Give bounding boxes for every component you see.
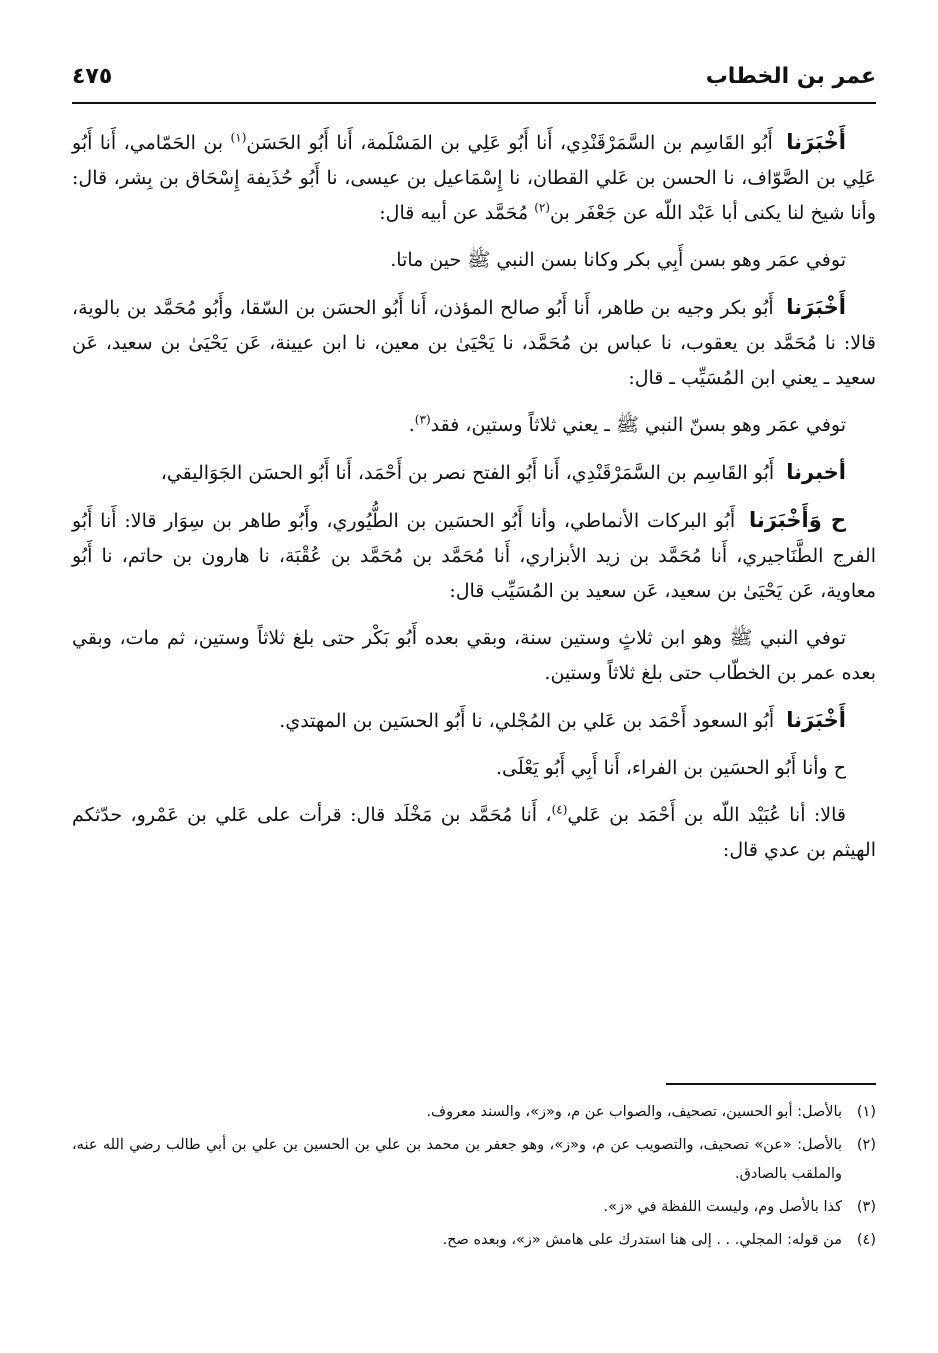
footnote-item [72, 1193, 876, 1222]
footnote-marker: (٢) [534, 200, 551, 215]
footnote-number: (٤) [856, 1232, 876, 1248]
footnote-item [72, 1098, 876, 1127]
footnotes [72, 1098, 876, 1259]
paragraph-text: مُحَمَّد عن أبيه قال: [379, 202, 529, 224]
paragraph-4 [72, 408, 876, 443]
paragraph-text: أَبُو السعود أَحْمَد بن عَلي بن المُجْلي، نا أَبُو الحسَين بن المهتدي. [279, 710, 775, 732]
footnote-text: بالأصل: أبو الحسين، تصحيف، والصواب عن م، و«ز»، والسند معروف. [426, 1104, 842, 1120]
isnad-lead: أخبرنا [786, 460, 846, 484]
main-text [72, 125, 876, 880]
paragraph-text: ح وأنا أَبُو الحسَين بن الفراء، أَنا أَبِي أَبُو يَعْلَى. [495, 757, 846, 779]
footnote-marker: (٣) [414, 412, 431, 427]
footnote-text: من قوله: المجلي. . . إلى هنا استدرك على هامش «ز»، وبعده صح. [442, 1232, 842, 1248]
page-header [72, 62, 876, 104]
footnote-number: (٢) [856, 1137, 876, 1153]
running-head: عمر بن الخطاب [705, 64, 876, 89]
paragraph-text: قالا: أنا عُبَيْد اللّه بن أَحْمَد بن عَلي [567, 804, 846, 826]
paragraph-text: ، أَنا مُحَمَّد بن مَخْلَد قال: قرأت على عَلي بن عَمْرو، حدّثكم الهيثم بن عدي قال: [72, 804, 876, 861]
isnad-lead: ح وَأَخْبَرَنا [749, 508, 847, 532]
paragraph-3 [72, 290, 876, 396]
paragraph-6 [72, 503, 876, 609]
footnote-marker: (٤) [551, 802, 568, 817]
footnote-marker: (١) [230, 130, 247, 145]
paragraph-text: أَبُو البركات الأنماطي، وأنا أَبُو الحسَين بن الطُّيُوري، وأَبُو طاهر بن سِوَار قالا: أَنا أَبُو الفرج الطَّنَاجيري، أَنا مُحَمَّد بن زيد الأبزاري، أَنا مُحَمَّد بن مُحَمَّد بن عُقْبَة، نا هارون بن حاتم، نا أَبُو معاوية، عَن يَحْيَىٰ بن سعيد، عَن سعيد بن المُسَيِّب قال: [72, 510, 876, 602]
paragraph-text: توفي عمَر وهو بسنّ النبي ﷺ ـ يعني ثلاثاً وستين، فقد [430, 414, 846, 436]
paragraph-10 [72, 798, 876, 868]
paragraph-text: بن الحَمّامي، أَنا أَبُو عَلِي بن الصَّوّاف، نا الحسن بن عَلي القطان، نا إِسْمَاعيل بن عيسى، نا أَبُو حُذَيفة إِسْحَاق بن بِشر، قال: وأنا شيخ لنا يكنى أبا عَبْد اللّه عن جَعْفَر بن [72, 132, 876, 224]
footnote-number: (٣) [856, 1199, 876, 1215]
paragraph-text: أَبُو القَاسِم بن السَّمَرْقَنْدِي، أَنا أَبُو الفتح نصر بن أَحْمَد، أَنا أَبُو الحسَن الجَوَاليقي، [160, 462, 775, 484]
paragraph-text: أَبُو القَاسِم بن السَّمَرْقَنْدِي، أَنا أَبُو عَلِي بن المَسْلَمة، أَنا أَبُو الحَسَن [246, 132, 773, 154]
isnad-lead: أَخْبَرَنا [786, 708, 846, 732]
paragraph-5 [72, 455, 876, 491]
paragraph-1 [72, 125, 876, 231]
paragraph-text: . [408, 414, 415, 436]
paragraph-9 [72, 751, 876, 786]
footnote-number: (١) [856, 1104, 876, 1120]
paragraph-text: أَبُو بكر وجيه بن طاهر، أَنا أَبُو صالح المؤذن، أَنا أَبُو الحسَن بن السّقا، وأَبُو مُحَمَّد بن بالوية، قالا: نا مُحَمَّد بن يعقوب، نا عباس بن مُحَمَّد، نا يَحْيَىٰ بن معين، نا ابن عيينة، عَن يَحْيَىٰ بن سعيد، عَن سعيد ـ يعني ابن المُسَيِّب ـ قال: [72, 297, 876, 389]
footnote-item [72, 1226, 876, 1255]
paragraph-8 [72, 703, 876, 739]
paragraph-text: توفي عمَر وهو بسن أَبِي بكر وكانا بسن النبي ﷺ حين ماتا. [390, 249, 846, 271]
paragraph-2 [72, 243, 876, 278]
paragraph-7 [72, 621, 876, 691]
isnad-lead: أَخْبَرَنا [786, 130, 846, 154]
isnad-lead: أَخْبَرَنا [786, 295, 846, 319]
footnote-item [72, 1131, 876, 1189]
paragraph-text: توفي النبي ﷺ وهو ابن ثلاثٍ وستين سنة، وبقي بعده أَبُو بَكْر حتى بلغ ثلاثاً وستين، ثم مات، وبقي بعده عمر بن الخطّاب حتى بلغ ثلاثاً وستين. [72, 627, 876, 684]
footnote-separator [666, 1083, 876, 1085]
footnote-text: كذا بالأصل وم، وليست اللفظة في «ز». [603, 1199, 842, 1215]
page-number: ٤٧٥ [72, 64, 113, 89]
footnote-text: بالأصل: «عن» تصحيف، والتصويب عن م، و«ز»، وهو جعفر بن محمد بن علي بن الحسين بن علي بن أبي طالب رضي الله عنه، والملقب بالصادق. [72, 1137, 842, 1182]
